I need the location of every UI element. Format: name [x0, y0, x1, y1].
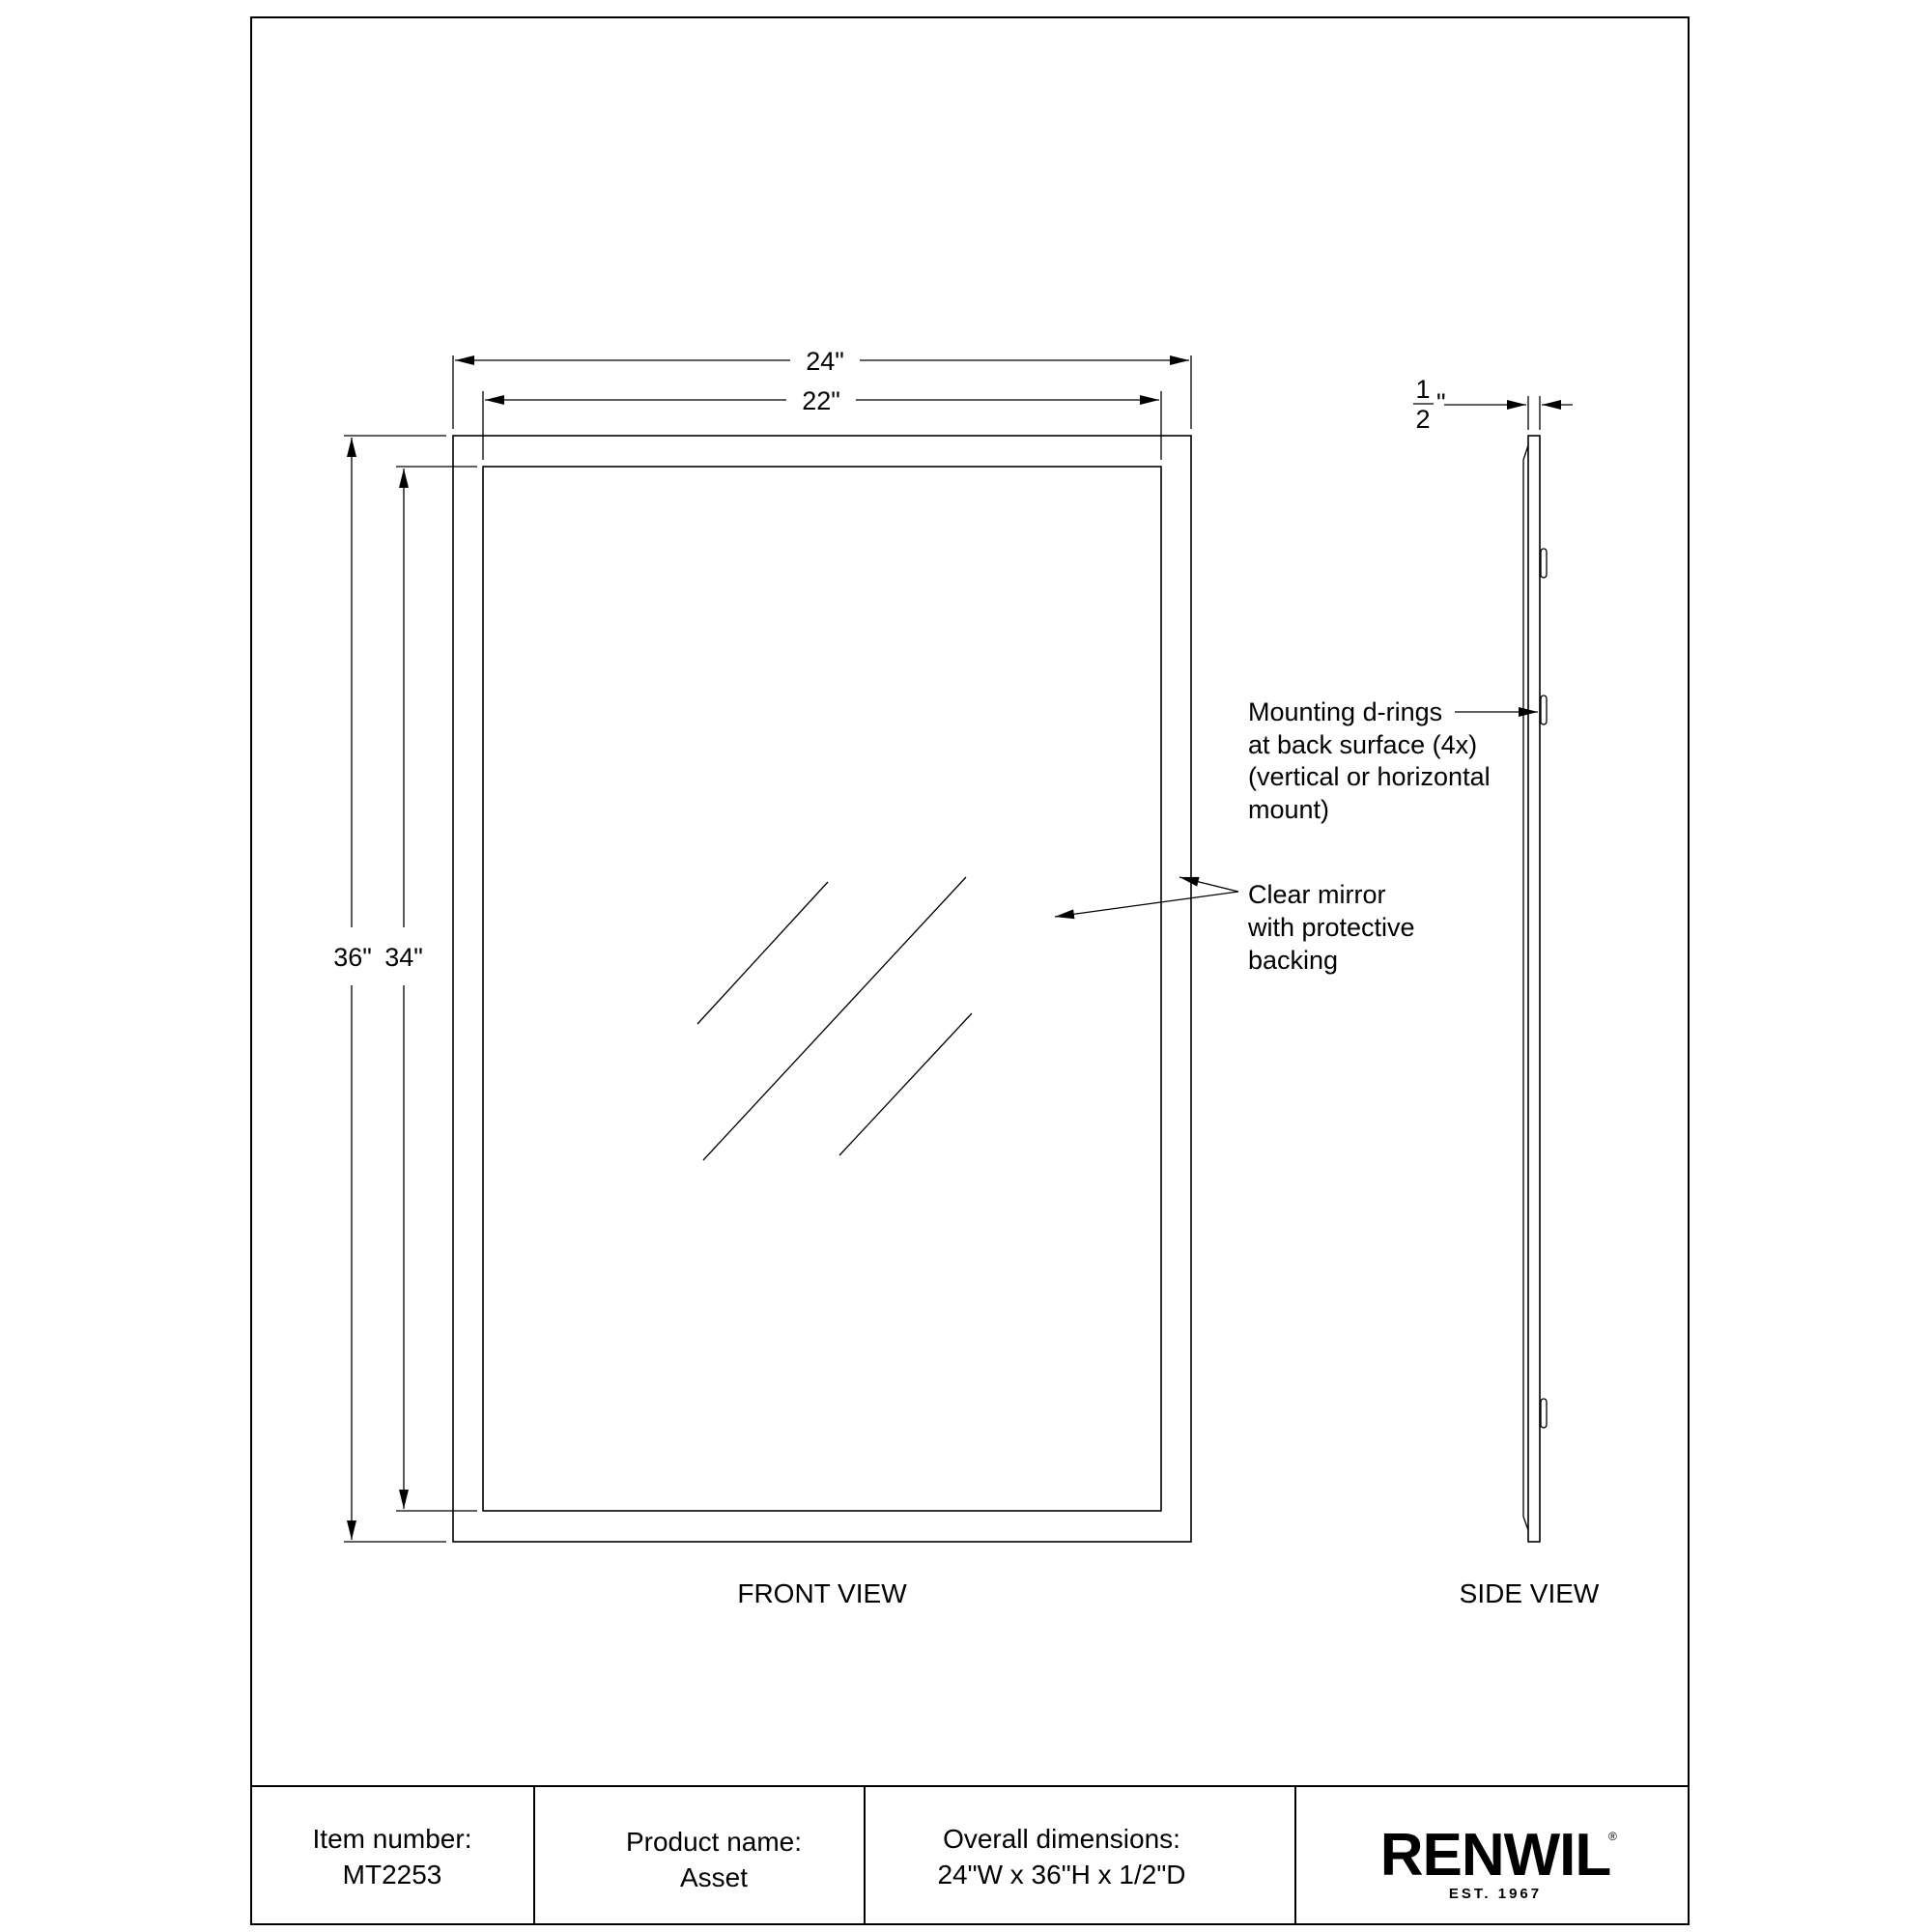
dimension-inner-width	[483, 386, 1161, 460]
d-ring-callout-line-1: Mounting d-rings	[1248, 697, 1443, 726]
brand-registered-mark: ®	[1608, 1830, 1617, 1843]
d-ring	[1541, 1399, 1547, 1428]
brand-logo	[1380, 1822, 1617, 1902]
dimension-inner-width-label: 22"	[802, 386, 840, 415]
depth-unit: "	[1436, 388, 1446, 417]
sheet-border	[251, 17, 1689, 1924]
dimension-depth	[1413, 375, 1573, 434]
depth-numerator: 1	[1415, 375, 1431, 404]
brand-wordmark: RENWIL	[1379, 1822, 1611, 1889]
front-view	[333, 347, 1191, 1608]
title-block	[251, 1786, 1689, 1924]
d-ring-callout-line-4: mount)	[1248, 795, 1330, 824]
overall-dimensions-label: Overall dimensions:	[943, 1824, 1180, 1854]
dimension-inner-height	[384, 467, 477, 1511]
side-view-label: SIDE VIEW	[1459, 1578, 1600, 1608]
item-number-label: Item number:	[312, 1824, 472, 1854]
dimension-outer-width-label: 24"	[806, 347, 844, 376]
item-number-value: MT2253	[342, 1860, 442, 1889]
d-ring	[1541, 696, 1547, 724]
d-ring-callout-line-2: at back surface (4x)	[1248, 730, 1478, 759]
mirror-callout-line-2: with protective	[1248, 913, 1415, 942]
side-view	[1413, 375, 1600, 1608]
d-ring-callout-line-3: (vertical or horizontal	[1248, 762, 1491, 791]
mirror-outer-frame	[453, 436, 1191, 1542]
front-view-label: FRONT VIEW	[737, 1578, 907, 1608]
mirror-callout-line-1: Clear mirror	[1248, 880, 1386, 909]
overall-dimensions-value: 24"W x 36"H x 1/2"D	[937, 1860, 1186, 1889]
dimension-inner-height-label: 34"	[384, 943, 423, 972]
mirror-callout-line-3: backing	[1248, 946, 1339, 975]
side-profile-panel	[1528, 436, 1540, 1542]
dimension-outer-height	[333, 436, 446, 1542]
depth-denominator: 2	[1415, 405, 1431, 434]
d-ring	[1541, 549, 1547, 578]
brand-tagline: EST. 1967	[1448, 1886, 1543, 1902]
product-name-value: Asset	[679, 1862, 749, 1892]
dimension-outer-height-label: 36"	[333, 943, 372, 972]
product-name-label: Product name:	[625, 1827, 803, 1857]
mirror-reflection-lines	[697, 877, 972, 1160]
d-ring-callout	[1248, 697, 1538, 824]
mirror-callout	[1055, 877, 1415, 975]
mirror-inner-glass	[483, 467, 1161, 1511]
